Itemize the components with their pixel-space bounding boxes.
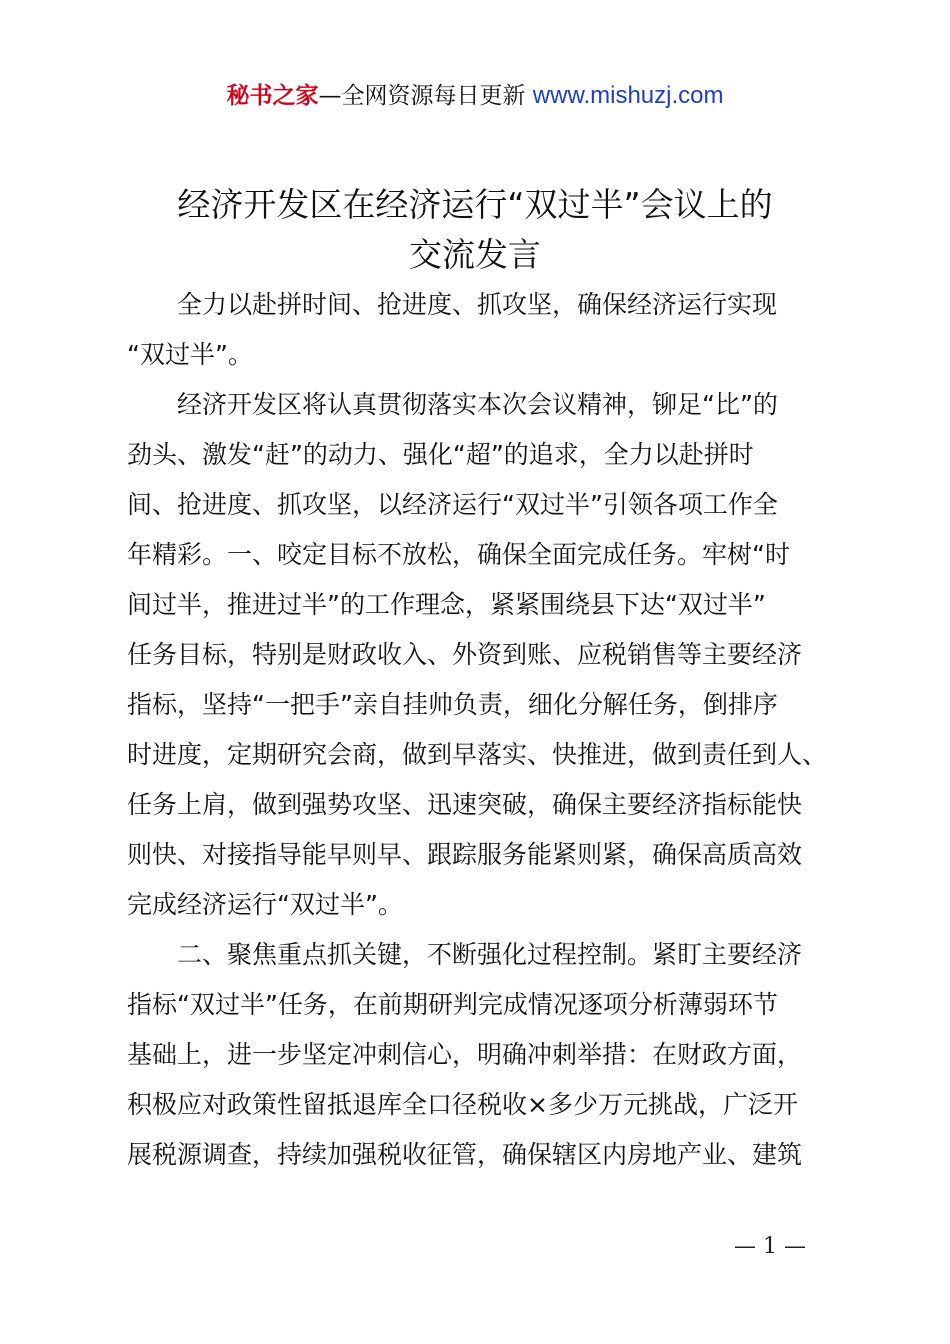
site-brand: 秘书之家 — [226, 83, 319, 109]
paragraph-line: 年精彩。一、咬定目标不放松，确保全面完成任务。牢树“时 — [127, 540, 790, 569]
paragraph-line: 间过半，推进过半”的工作理念，紧紧围绕县下达“双过半” — [127, 590, 766, 619]
paragraph-line: 经济开发区将认真贯彻落实本次会议精神，铆足“比”的 — [177, 390, 778, 419]
document-title-line: 经济开发区在经济运行“双过半”会议上的 — [177, 185, 773, 224]
page-number: — 1 — — [734, 1234, 806, 1259]
paragraph-line: 全力以赴拼时间、抢进度、抓攻坚，确保经济运行实现 — [177, 290, 778, 319]
paragraph-line: 基础上，进一步坚定冲刺信心，明确冲刺举措：在财政方面， — [127, 1040, 803, 1069]
paragraph-line: 则快、对接指导能早则早、跟踪服务能紧则紧，确保高质高效 — [127, 840, 803, 869]
site-tagline: —全网资源每日更新 — [318, 83, 533, 109]
paragraph-line: 指标，坚持“一把手”亲自挂帅负责，细化分解任务，倒排序 — [127, 690, 778, 719]
site-header — [0, 80, 950, 112]
paragraph — [127, 380, 837, 930]
paragraph-line: 指标“双过半”任务，在前期研判完成情况逐项分析薄弱环节 — [127, 990, 778, 1019]
paragraph-line: 积极应对政策性留抵退库全口径税收×多少万元挑战，广泛开 — [127, 1090, 798, 1119]
document-body — [127, 280, 837, 1180]
paragraph — [127, 280, 837, 380]
paragraph-line: 二、聚焦重点抓关键，不断强化过程控制。紧盯主要经济 — [177, 940, 803, 969]
document-title-line: 交流发言 — [409, 235, 541, 274]
paragraph-line: 任务目标，特别是财政收入、外资到账、应税销售等主要经济 — [127, 640, 803, 669]
paragraph-line: 劲头、激发“赶”的动力、强化“超”的追求，全力以赴拼时 — [127, 440, 754, 469]
document-title — [100, 180, 850, 280]
paragraph-line: 间、抢进度、抓攻坚，以经济运行“双过半”引领各项工作全 — [127, 490, 778, 519]
site-url-link[interactable]: www.mishuzj.com — [532, 82, 724, 109]
paragraph — [127, 930, 837, 1180]
paragraph-line: 完成经济运行“双过半”。 — [127, 890, 403, 919]
paragraph-line: 时进度，定期研究会商，做到早落实、快推进，做到责任到人、 — [127, 740, 828, 769]
paragraph-line: “双过半”。 — [127, 340, 253, 369]
paragraph-line: 任务上肩，做到强势攻坚、迅速突破，确保主要经济指标能快 — [127, 790, 803, 819]
paragraph-line: 展税源调查，持续加强税收征管，确保辖区内房地产业、建筑 — [127, 1140, 803, 1169]
